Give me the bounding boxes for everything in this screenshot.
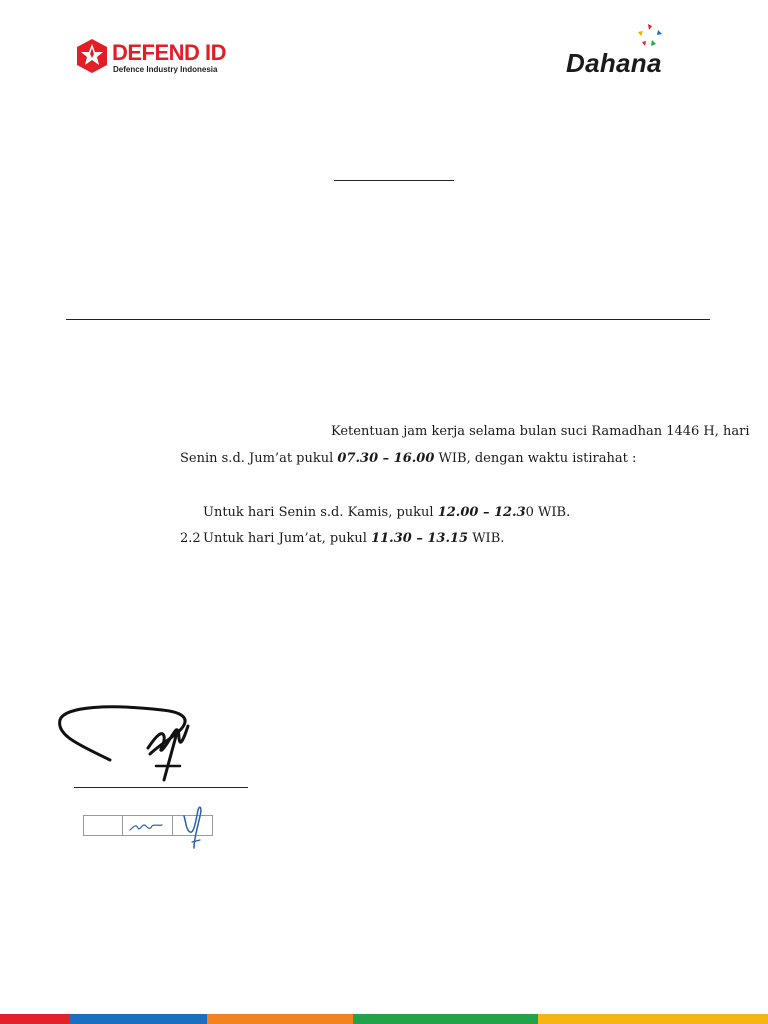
break-friday-pre: Untuk hari Jum’at, pukul bbox=[203, 531, 372, 546]
break-item-mon-thu bbox=[203, 504, 570, 522]
break-item-friday bbox=[180, 530, 504, 548]
title-underline bbox=[334, 180, 454, 181]
color-bar-segment bbox=[69, 1014, 207, 1024]
paragraph-intro: Ketentuan jam kerja selama bulan suci Ramadhan 1446 H, hari bbox=[331, 424, 750, 439]
paraf-signature-image bbox=[128, 818, 164, 834]
dahana-title: Dahana bbox=[566, 48, 662, 78]
dahana-logo bbox=[566, 22, 686, 78]
footer-color-bar bbox=[0, 1014, 768, 1024]
defend-id-logo bbox=[76, 38, 256, 82]
hours-text-pre: Senin s.d. Jum’at pukul bbox=[180, 451, 338, 466]
break-friday-number: 2.2 bbox=[180, 531, 201, 546]
paraf-divider bbox=[172, 815, 173, 836]
break-friday-post: WIB. bbox=[468, 531, 505, 546]
break-mon-thu-pre: Untuk hari Senin s.d. Kamis, pukul bbox=[203, 505, 438, 520]
color-bar-segment bbox=[538, 1014, 768, 1024]
defend-id-subtitle: Defence Industry Indonesia bbox=[113, 65, 218, 74]
defend-id-title: DEFEND ID bbox=[112, 40, 227, 65]
section-divider bbox=[66, 319, 710, 320]
color-bar-segment bbox=[353, 1014, 537, 1024]
break-mon-thu-post: 0 WIB. bbox=[525, 505, 571, 520]
break-mon-thu-range: 12.00 – 12.3 bbox=[437, 505, 526, 520]
color-bar-segment bbox=[207, 1014, 353, 1024]
hours-range: 07.30 – 16.00 bbox=[337, 451, 435, 466]
defend-star-icon bbox=[76, 38, 108, 74]
hours-text-post: WIB, dengan waktu istirahat : bbox=[434, 451, 637, 466]
paraf-signature-image bbox=[180, 802, 208, 852]
break-friday-range: 11.30 – 13.15 bbox=[371, 531, 469, 546]
signature-line bbox=[74, 787, 248, 788]
color-bar-segment bbox=[0, 1014, 69, 1024]
paraf-divider bbox=[122, 815, 123, 836]
paragraph-hours bbox=[180, 450, 636, 468]
signature-image bbox=[52, 696, 252, 788]
